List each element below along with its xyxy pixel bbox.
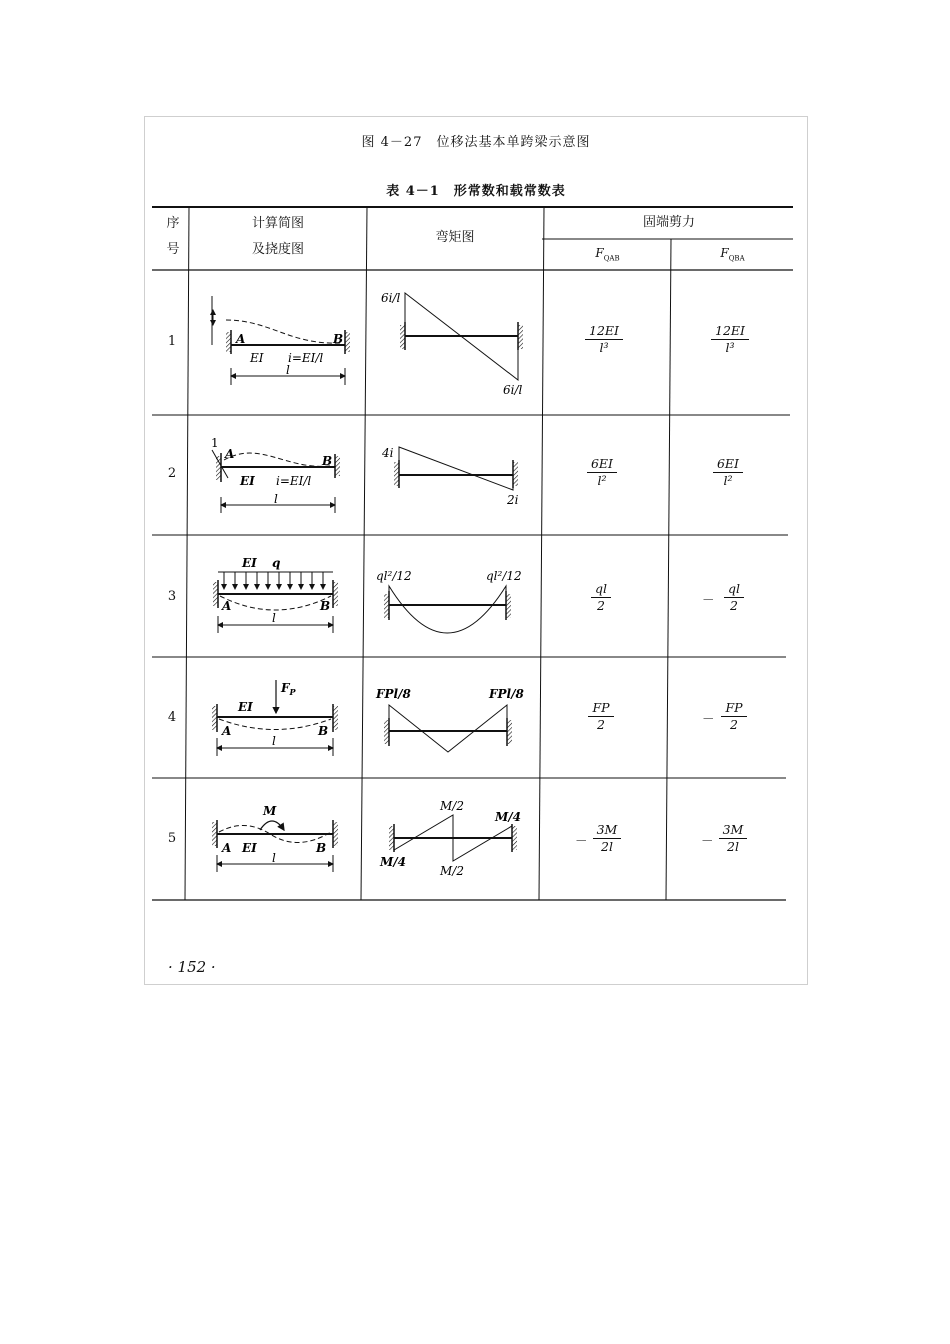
header-moment: 弯矩图	[435, 230, 475, 245]
row3-fqba-den: 2	[730, 598, 738, 613]
row4-beam-diagram	[212, 680, 338, 756]
row2-fqab-den: l²	[597, 473, 607, 488]
row4-moment-right: FPl/8	[489, 687, 524, 701]
row4-fqab-num: FP	[588, 700, 613, 717]
row2-fqba-den: l²	[723, 473, 733, 488]
row3-fqab-den: 2	[597, 598, 605, 613]
row2-number: 2	[167, 466, 177, 481]
row2-fqab-num: 6EI	[587, 456, 617, 473]
row4-fqba-sign: －	[702, 711, 715, 726]
header-shear: 固端剪力	[642, 215, 695, 230]
row3-beam-diagram	[213, 556, 338, 633]
row1-moment-right: 6i/l	[503, 383, 523, 397]
table-title: 表 4－1 形常数和载常数表	[386, 184, 566, 199]
row5-beam-diagram	[212, 804, 338, 872]
row5-moment-bottom1: M/4	[380, 855, 407, 869]
header-diagram-line1: 计算简图	[251, 216, 304, 231]
row2-fqba	[688, 456, 768, 489]
header-diagram-line2: 及挠度图	[251, 242, 304, 257]
row2-fqab	[562, 456, 642, 489]
row3-label-l: l	[272, 611, 276, 625]
row2-moment-right: 2i	[507, 493, 519, 507]
row4-moment-left: FPl/8	[376, 687, 411, 701]
row1-fqab-num: 12EI	[585, 323, 623, 340]
row4-fqab-den: 2	[597, 717, 605, 732]
row2-moment-left: 4i	[382, 446, 394, 460]
row4-fqba-num: FP	[721, 700, 746, 717]
header-fqba-sub: QBA	[728, 254, 745, 263]
row3-moment-left: ql²/12	[376, 569, 412, 583]
row2-label-i: i=EI/l	[276, 474, 312, 488]
row5-fqba-num: 3M	[719, 822, 748, 839]
row1-moment-left: 6i/l	[381, 291, 401, 305]
row3-moment-right: ql²/12	[486, 569, 522, 583]
row4-label-l: l	[272, 734, 276, 748]
row5-fqba-den: 2l	[727, 839, 739, 854]
row2-label-l: l	[274, 492, 278, 506]
row1-fqab-den: l³	[599, 340, 609, 355]
row4-label-b: B	[318, 724, 329, 738]
row3-moment-diagram	[376, 569, 522, 633]
row1-label-l: l	[286, 363, 290, 377]
row1-fqba-den: l³	[725, 340, 735, 355]
row3-fqab	[561, 581, 641, 614]
row2-label-one: 1	[211, 436, 219, 450]
row5-fqba-sign: －	[701, 833, 714, 848]
header-fqab-main: F	[595, 246, 604, 260]
row2-moment-diagram	[381, 446, 519, 507]
row5-moment-top2: M/4	[495, 810, 522, 824]
row3-fqab-num: ql	[591, 581, 611, 598]
row2-fqba-num: 6EI	[713, 456, 743, 473]
row3-fqba-sign: －	[702, 592, 715, 607]
header-seq-line2: 号	[166, 242, 180, 257]
page-number: · 152 ·	[168, 958, 216, 976]
row3-label-b: B	[320, 599, 331, 613]
header-fqba-main: F	[720, 246, 729, 260]
row1-label-i: i=EI/l	[288, 351, 324, 365]
row2-label-a: A	[225, 447, 235, 461]
row3-label-q: q	[272, 556, 281, 570]
row5-moment-bottom2: M/2	[440, 864, 464, 878]
row1-label-a: A	[236, 332, 246, 346]
row4-number: 4	[167, 710, 177, 725]
row4-fqba	[694, 700, 774, 733]
row5-label-l: l	[272, 851, 276, 865]
row5-moment-top1: M/2	[440, 799, 464, 813]
row5-label-ei: EI	[242, 841, 257, 855]
row2-label-b: B	[322, 454, 333, 468]
row3-fqba	[694, 581, 774, 614]
row1-fqba-num: 12EI	[711, 323, 749, 340]
row5-fqab-num: 3M	[593, 822, 622, 839]
row1-label-ei: EI	[250, 351, 264, 365]
header-seq-line1: 序	[166, 216, 180, 231]
row2-label-ei: EI	[240, 474, 255, 488]
row3-label-ei: EI	[242, 556, 257, 570]
row5-label-m: M	[263, 804, 277, 818]
row4-moment-diagram	[375, 687, 524, 752]
row5-label-b: B	[316, 841, 327, 855]
row4-label-fp: $F_P$	[281, 681, 296, 697]
row2-beam-diagram	[211, 436, 340, 513]
row1-fqab	[564, 323, 644, 356]
row5-fqab	[567, 822, 647, 855]
row4-label-ei: EI	[238, 700, 253, 714]
row4-label-a: A	[222, 724, 232, 738]
row5-label-a: A	[222, 841, 232, 855]
row5-fqab-den: 2l	[601, 839, 613, 854]
row1-fqba	[690, 323, 770, 356]
row3-fqba-num: ql	[724, 581, 744, 598]
row5-fqab-sign: －	[575, 833, 588, 848]
row1-moment-diagram	[381, 291, 523, 397]
row4-fqab	[561, 700, 641, 733]
figure-caption: 图 4－27 位移法基本单跨梁示意图	[361, 135, 591, 150]
row3-number: 3	[167, 589, 177, 604]
row3-label-a: A	[222, 599, 232, 613]
row1-beam-diagram	[212, 296, 350, 385]
row5-moment-diagram	[379, 799, 521, 878]
header-fqab-sub: QAB	[603, 254, 620, 263]
row1-number: 1	[167, 334, 177, 349]
row5-fqba	[693, 822, 773, 855]
row1-label-b: B	[333, 332, 344, 346]
row4-fqba-den: 2	[730, 717, 738, 732]
row5-number: 5	[167, 831, 177, 846]
